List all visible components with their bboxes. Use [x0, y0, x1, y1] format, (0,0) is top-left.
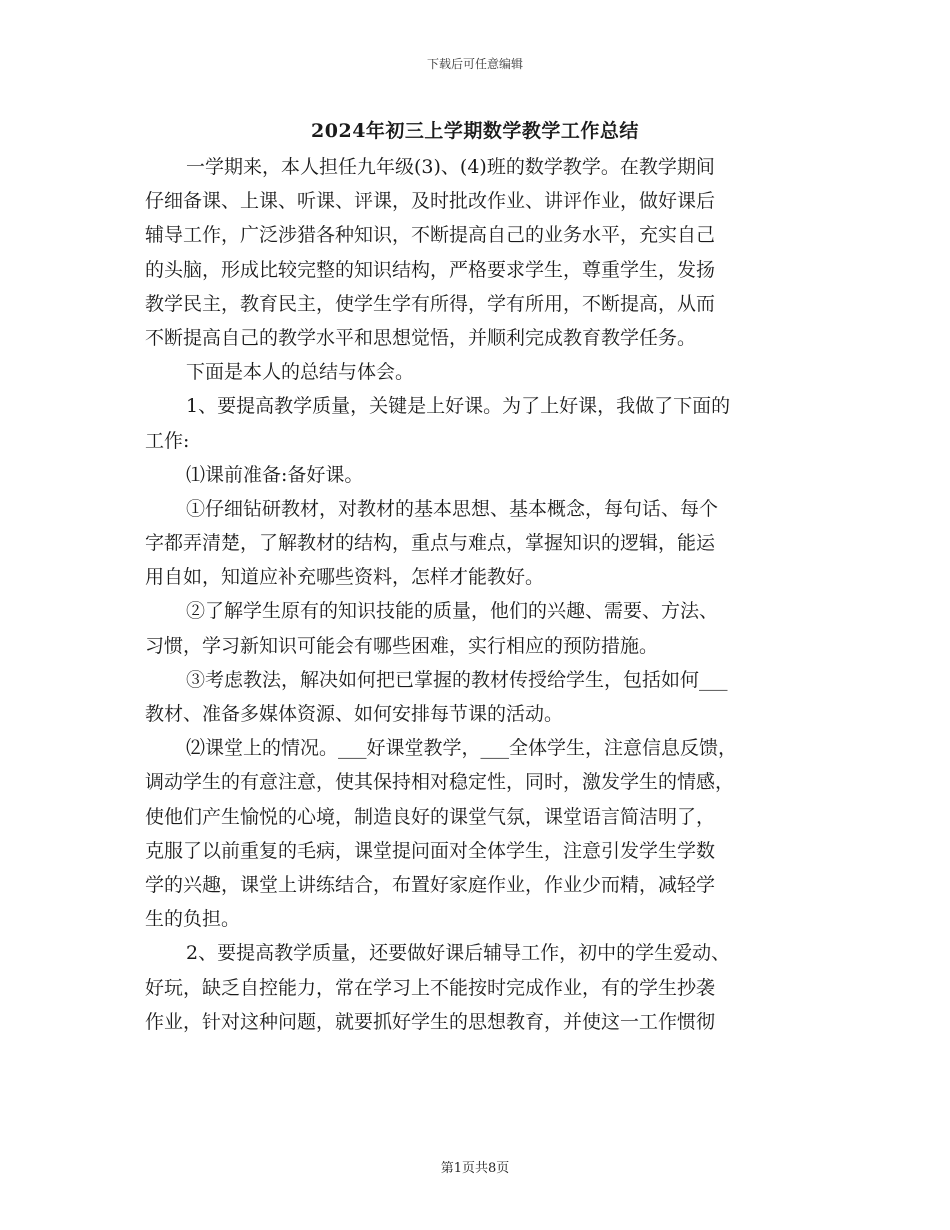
text-line: 好玩，缺乏自控能力，常在学习上不能按时完成作业，有的学生抄袭 — [145, 976, 716, 999]
text-line: 下面是本人的总结与体会。 — [186, 361, 415, 384]
text-line: 作业，针对这种问题，就要抓好学生的思想教育，并使这一工作惯彻 — [145, 1010, 716, 1033]
text-line: 学的兴趣，课堂上讲练结合，布置好家庭作业，作业少而精，减轻学 — [145, 873, 716, 896]
text-line: 教材、准备多媒体资源、如何安排每节课的活动。 — [145, 703, 564, 725]
text-line: 2、要提高教学质量，还要做好课后辅导工作，初中的学生爱动、 — [186, 942, 731, 965]
text-line: ⑴课前准备:备好课。 — [186, 463, 364, 486]
text-line: 克服了以前重复的毛病，课堂提问面对全体学生，注意引发学生学数 — [145, 839, 716, 862]
text-line: ⑵课堂上的情况。___好课堂教学，___全体学生，注意信息反馈， — [186, 737, 738, 760]
text-line: ③考虑教法，解决如何把已掌握的教材传授给学生，包括如何___ — [186, 668, 728, 691]
page-header: 下载后可任意编辑 — [426, 57, 523, 71]
text-line: 用自如，知道应补充哪些资料，怎样才能教好。 — [145, 566, 545, 589]
text-line: ②了解学生原有的知识技能的质量，他们的兴趣、需要、方法、 — [186, 600, 719, 623]
page-footer: 第1页共8页 — [440, 1161, 510, 1176]
text-line: 的头脑，形成比较完整的知识结构，严格要求学生，尊重学生，发扬 — [145, 258, 716, 281]
text-line: 仔细备课、上课、听课、评课，及时批改作业、讲评作业，做好课后 — [145, 190, 716, 213]
text-line: 教学民主，教育民主，使学生学有所得，学有所用，不断提高，从而 — [145, 292, 716, 315]
text-line: 1、要提高教学质量，关键是上好课。为了上好课，我做了下面的 — [186, 395, 731, 418]
text-line: 调动学生的有意注意，使其保持相对稳定性，同时，激发学生的情感， — [145, 771, 735, 794]
text-line: 生的负担。 — [145, 908, 241, 931]
text-line: 工作: — [145, 429, 190, 452]
text-line: 一学期来，本人担任九年级(3)、(4)班的数学教学。在教学期间 — [186, 156, 715, 178]
text-line: 辅导工作，广泛涉猎各种知识，不断提高自己的业务水平，充实自己 — [145, 224, 716, 247]
text-line: 使他们产生愉悦的心境，制造良好的课堂气氛，课堂语言简洁明了， — [145, 805, 716, 828]
text-line: ①仔细钻研教材，对教材的基本思想、基本概念，每句话、每个 — [186, 497, 719, 520]
text-line: 习惯，学习新知识可能会有哪些困难，实行相应的预防措施。 — [145, 634, 659, 657]
document-body — [145, 150, 810, 1039]
text-line: 字都弄清楚，了解教材的结构，重点与难点，掌握知识的逻辑，能运 — [145, 532, 716, 555]
text-line: 不断提高自己的教学水平和思想觉悟，并顺利完成教育教学任务。 — [145, 326, 697, 349]
document-title: 2024年初三上学期数学教学工作总结 — [311, 120, 639, 142]
